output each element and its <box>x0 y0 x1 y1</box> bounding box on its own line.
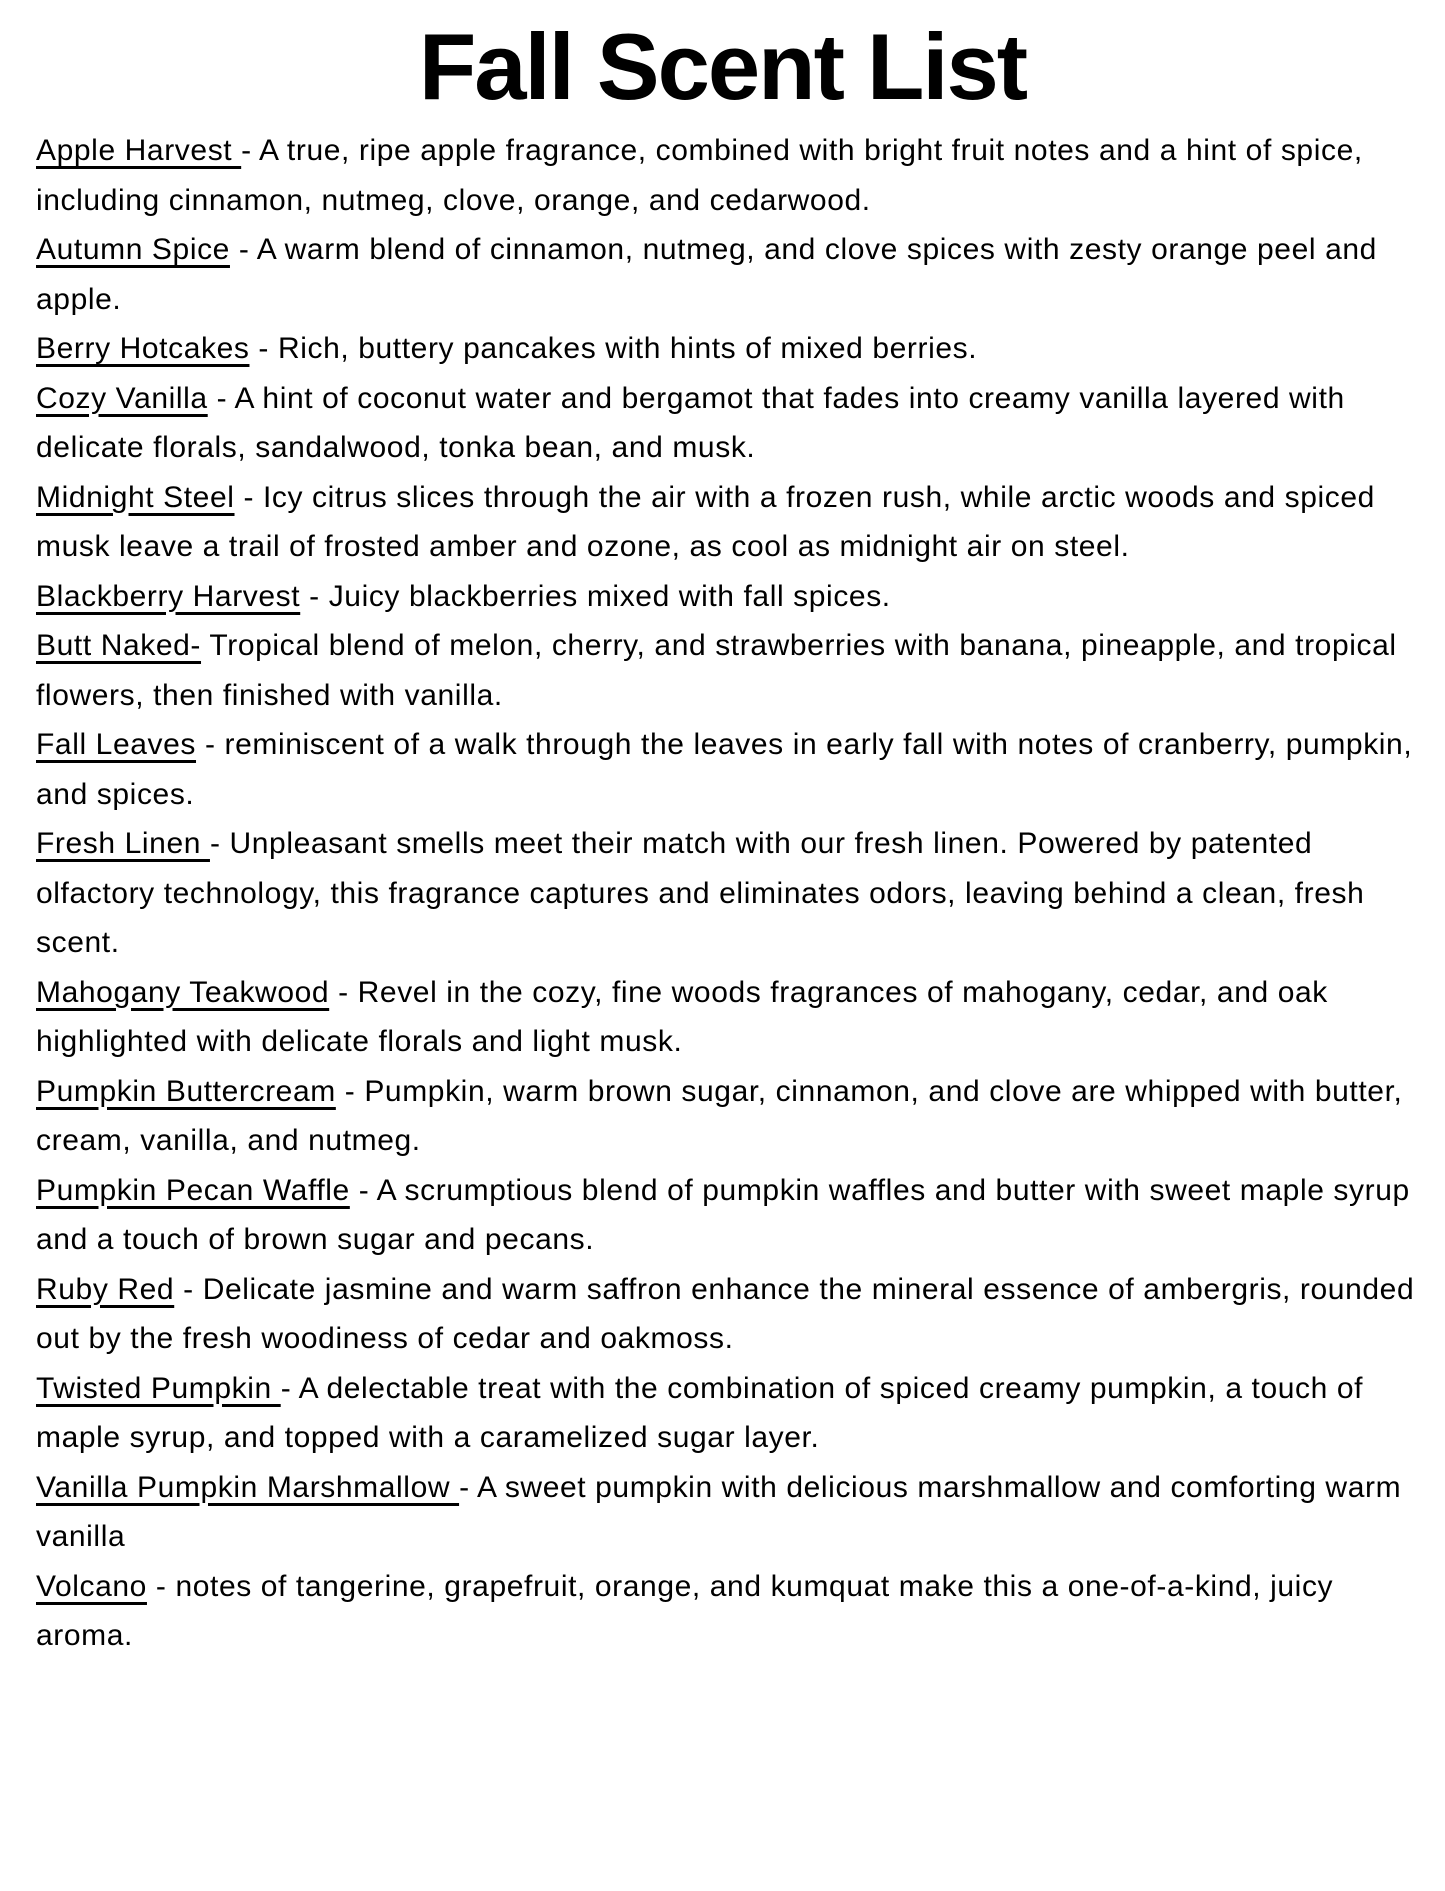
scent-entry <box>36 1067 1415 1166</box>
scent-entry <box>36 572 1415 622</box>
scent-entry <box>36 720 1415 819</box>
scent-separator: - <box>335 1074 365 1108</box>
scent-description: A true, ripe apple fragrance, combined with bright fruit notes and a hint of spice, including cinnamon, nutmeg, clove, orange, and cedarwood. <box>36 134 1363 217</box>
scent-entry <box>36 1463 1415 1562</box>
scent-name: Pumpkin Pecan Waffle <box>36 1173 350 1207</box>
scent-name: Vanilla Pumpkin Marshmallow <box>36 1470 460 1504</box>
scent-entry <box>36 1364 1415 1463</box>
scent-name: Ruby Red <box>36 1272 175 1306</box>
scent-name: Butt Naked- <box>36 629 202 662</box>
scent-name: Apple Harvest <box>36 134 242 167</box>
scent-description: Delicate jasmine and warm saffron enhance the mineral essence of ambergris, rounded out by the fresh woodiness of cedar and oakmoss. <box>36 1272 1415 1355</box>
scent-name: Pumpkin Buttercream <box>36 1074 336 1108</box>
scent-name: Twisted Pumpkin <box>36 1371 281 1405</box>
scent-description: Icy citrus slices through the air with a frozen rush, while arctic woods and spiced musk leave a trail of frosted amber and ozone, as cool as midnight air on steel. <box>36 480 1375 563</box>
scent-name: Mahogany Teakwood <box>36 975 330 1009</box>
scent-description: notes of tangerine, grapefruit, orange, and kumquat make this a one-of-a-kind, juicy aroma. <box>36 1569 1334 1652</box>
scent-entry <box>36 1562 1415 1661</box>
scent-entry <box>36 374 1415 473</box>
scent-name: Berry Hotcakes <box>36 332 250 365</box>
scent-name: Blackberry Harvest <box>36 579 301 613</box>
scent-list <box>36 126 1415 1661</box>
scent-description: Juicy blackberries mixed with fall spices. <box>328 579 891 613</box>
scent-description: Tropical blend of melon, cherry, and strawberries with banana, pineapple, and tropical flowers, then finished with vanilla. <box>36 629 1397 712</box>
scent-separator: - <box>209 827 230 860</box>
scent-entry <box>36 819 1415 968</box>
scent-separator: - <box>280 1371 299 1405</box>
scent-description: Revel in the cozy, fine woods fragrances of mahogany, cedar, and oak highlighted with delicate florals and light musk. <box>36 975 1328 1058</box>
scent-entry <box>36 968 1415 1067</box>
scent-name: Fall Leaves <box>36 728 197 761</box>
scent-name: Fresh Linen <box>36 827 210 860</box>
scent-entry <box>36 1265 1415 1364</box>
scent-entry <box>36 473 1415 572</box>
scent-separator: - <box>300 579 329 613</box>
scent-entry <box>36 324 1415 374</box>
scent-description: Unpleasant smells meet their match with our fresh linen. Powered by patented olfactory technology, this fragrance captures and eliminates odors, leaving behind a clean, fresh scent. <box>36 827 1365 959</box>
scent-separator: - <box>329 975 358 1009</box>
scent-entry <box>36 621 1415 720</box>
scent-name: Volcano <box>36 1569 147 1603</box>
scent-separator: - <box>146 1569 176 1603</box>
scent-separator: - <box>349 1173 377 1207</box>
scent-separator: - <box>241 134 260 167</box>
scent-description: reminiscent of a walk through the leaves in early fall with notes of cranberry, pumpkin, and spices. <box>36 728 1413 811</box>
scent-separator: - <box>174 1272 203 1306</box>
page-title: Fall Scent List <box>418 14 1027 119</box>
scent-name: Autumn Spice <box>36 233 230 266</box>
scent-separator: - <box>249 332 278 365</box>
scent-description: A sweet pumpkin with delicious marshmallow and comforting warm vanilla <box>36 1470 1402 1553</box>
scent-description: A hint of coconut water and bergamot that fades into creamy vanilla layered with delicate florals, sandalwood, tonka bean, and musk. <box>36 381 1345 464</box>
scent-separator: - <box>196 728 225 761</box>
scent-description: Rich, buttery pancakes with hints of mixed berries. <box>277 332 978 365</box>
scent-separator: - <box>459 1470 477 1504</box>
scent-description: A warm blend of cinnamon, nutmeg, and clove spices with zesty orange peel and apple. <box>36 233 1377 316</box>
scent-separator: - <box>234 480 263 514</box>
scent-name: Midnight Steel <box>36 480 235 514</box>
scent-description: A delectable treat with the combination of spiced creamy pumpkin, a touch of maple syrup, and topped with a caramelized sugar layer. <box>36 1371 1364 1454</box>
scent-description: A scrumptious blend of pumpkin waffles and butter with sweet maple syrup and a touch of brown sugar and pecans. <box>36 1173 1410 1256</box>
scent-entry <box>36 225 1415 324</box>
scent-description: Pumpkin, warm brown sugar, cinnamon, and clove are whipped with butter, cream, vanilla, and nutmeg. <box>36 1074 1403 1157</box>
scent-entry <box>36 126 1415 225</box>
scent-separator: - <box>229 233 257 266</box>
scent-name: Cozy Vanilla <box>36 381 208 415</box>
scent-entry <box>36 1166 1415 1265</box>
scent-separator: - <box>207 381 235 415</box>
